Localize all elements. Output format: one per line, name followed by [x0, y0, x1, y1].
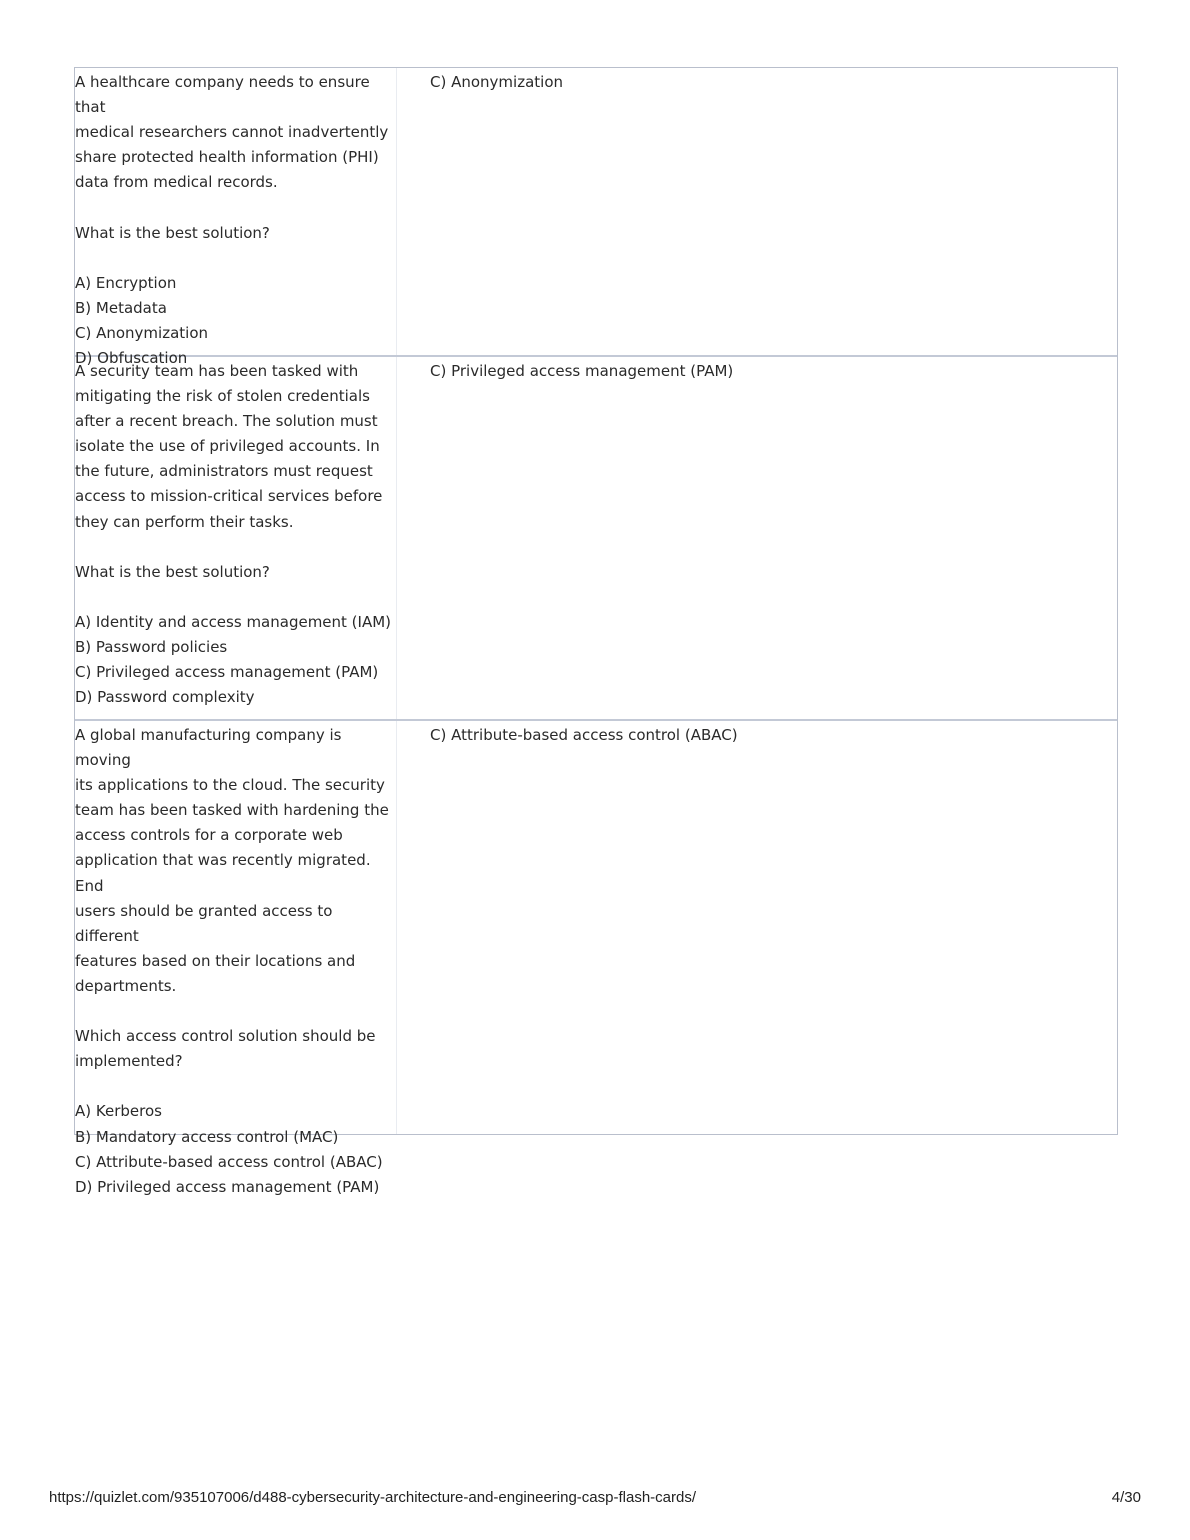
flashcard-row [75, 355, 1117, 719]
page-footer [49, 1489, 1141, 1506]
flashcard-row [75, 68, 1117, 368]
card-term: A healthcare company needs to ensure that medical researchers cannot inadvertently share protected health information (PHI) data from medical records. What is the best solution? A) Encryption B) Metadata C) Anonymization D) Obfuscation [75, 68, 397, 355]
card-term: A security team has been tasked with mitigating the risk of stolen credentials after a recent breach. The solution must isolate the use of privileged accounts. In the future, administrators must request access to mission-critical services before they can perform their tasks. What is the best solution? A) Identity and access management (IAM) B) Password policies C) Privileged access management (PAM) D) Password complexity [75, 357, 397, 719]
card-definition: C) Privileged access management (PAM) [430, 362, 734, 380]
card-term: A global manufacturing company is moving its applications to the cloud. The security team has been tasked with hardening the access controls for a corporate web application that was recently migrated. End users should be granted access to different features based on their locations and departments. Which access control solution should be implemented? A) Kerberos B) Mandatory access control (MAC) C) Attribute-based access control (ABAC) D) Privileged access management (PAM) [75, 721, 397, 1134]
footer-url: https://quizlet.com/935107006/d488-cybersecurity-architecture-and-engineering-casp-flash-cards/ [49, 1489, 697, 1506]
card-definition: C) Anonymization [430, 73, 564, 91]
flashcard-table [74, 67, 1118, 1196]
flashcard-row [75, 719, 1117, 1196]
card-definition: C) Attribute-based access control (ABAC) [430, 726, 738, 744]
page-number: 4/30 [1111, 1489, 1141, 1506]
